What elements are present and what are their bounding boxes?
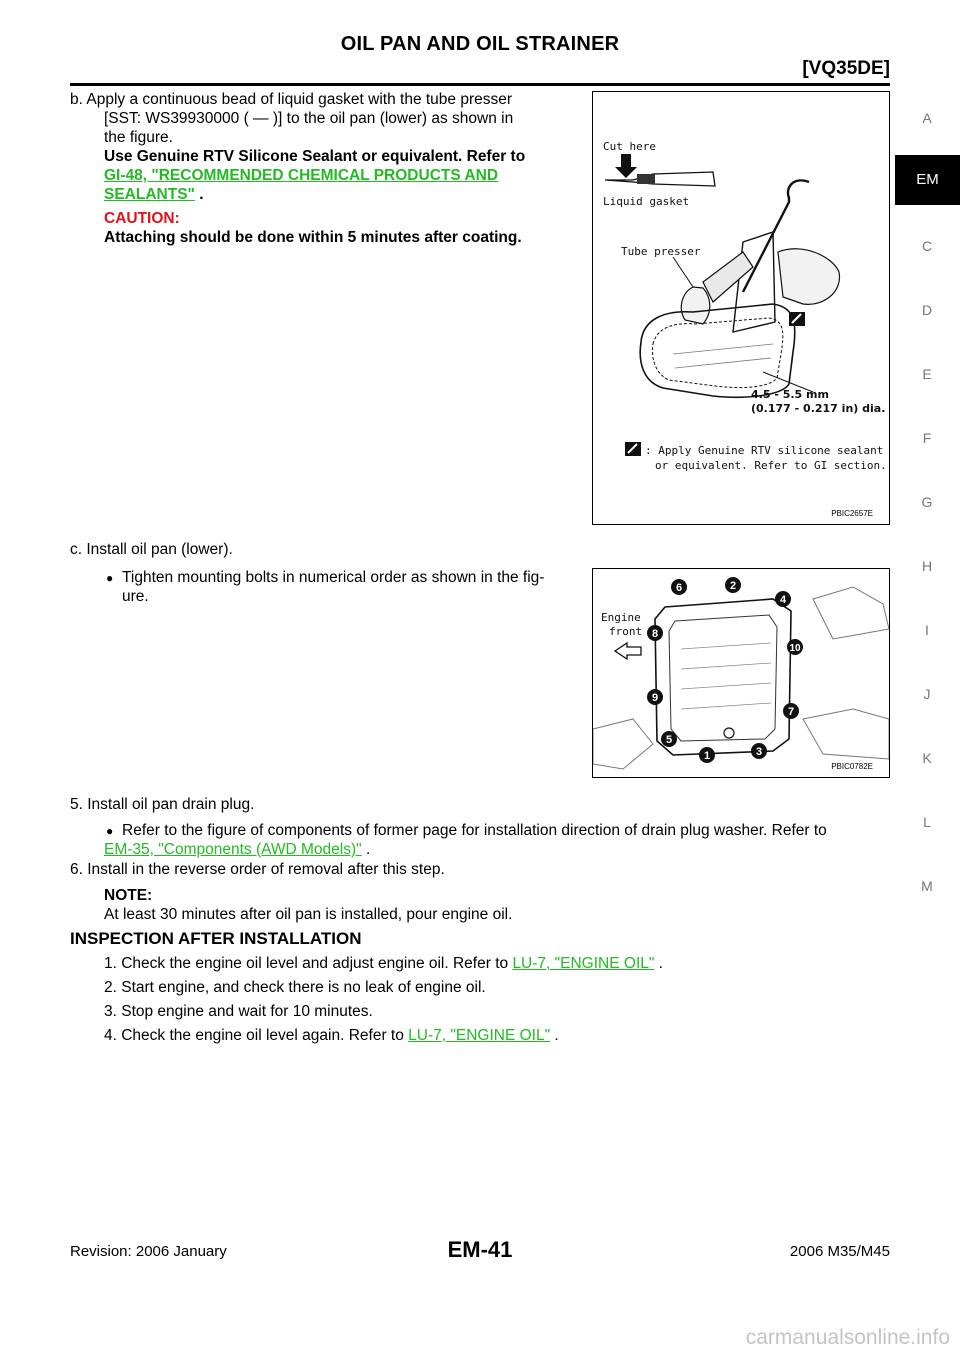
step-c-bullet-line1: Tighten mounting bolts in numerical order as shown in the fig- — [122, 569, 545, 586]
figure2-id: PBIC0782E — [831, 762, 873, 771]
figure-liquid-gasket — [592, 91, 890, 525]
svg-text:8: 8 — [651, 628, 659, 640]
lu7-link-1-suffix: . — [654, 955, 663, 972]
step-c-bullet-line2: ure. — [122, 588, 149, 605]
caution-label: CAUTION: — [104, 210, 180, 227]
watermark: carmanualsonline.info — [745, 1326, 950, 1349]
step-5-bullet — [70, 821, 890, 840]
drain-plug-icon — [724, 728, 734, 738]
step-b-line2: [SST: WS39930000 ( — )] to the oil pan (lower) as shown in — [104, 110, 514, 127]
gi48-link-b[interactable]: SEALANTS" — [104, 186, 195, 203]
step-b-line1: b. Apply a continuous bead of liquid gasket with the tube presser — [70, 91, 513, 108]
step-b — [70, 90, 582, 247]
bolt-10-icon — [787, 639, 803, 655]
index-tab-k[interactable]: K — [922, 750, 932, 766]
index-tab-f[interactable]: F — [922, 430, 932, 446]
svg-text:4: 4 — [779, 594, 787, 606]
step-c — [70, 540, 582, 606]
step-5-bullet-text: Refer to the figure of components of former page for installation direction of drain plug washer. Refer to — [122, 822, 827, 839]
figure-bolt-order — [592, 568, 890, 778]
index-tab-l[interactable]: L — [923, 814, 931, 830]
hand-icon — [778, 249, 840, 305]
inspection-step-1 — [70, 954, 890, 973]
bolt-1-icon — [699, 747, 715, 763]
legend-line2: or equivalent. Refer to GI section. — [655, 459, 887, 472]
note-label: NOTE: — [104, 887, 153, 904]
dimension-in-label: (0.177 - 0.217 in) dia. — [751, 402, 886, 415]
inspection-step-4 — [70, 1026, 890, 1045]
bullet-icon: ● — [106, 824, 114, 838]
step-5-line: 5. Install oil pan drain plug. — [70, 796, 255, 813]
bolt-6-icon — [671, 579, 687, 595]
index-tab-j[interactable]: J — [923, 686, 931, 702]
step-c-line: c. Install oil pan (lower). — [70, 541, 233, 558]
tube-presser-label: Tube presser — [621, 245, 701, 258]
gi48-link-a[interactable]: GI-48, "RECOMMENDED CHEMICAL PRODUCTS AND — [104, 167, 499, 184]
index-tab-a[interactable]: A — [922, 110, 932, 126]
inspection-heading: INSPECTION AFTER INSTALLATION — [70, 929, 362, 948]
note-text: At least 30 minutes after oil pan is installed, pour engine oil. — [104, 906, 513, 923]
engine-label: Engine — [601, 611, 641, 624]
inspection-step-2: 2. Start engine, and check there is no leak of engine oil. — [104, 979, 486, 996]
page-title: OIL PAN AND OIL STRAINER — [340, 33, 620, 55]
figure-bolt-order-drawing — [593, 569, 889, 777]
index-tab-g[interactable]: G — [921, 494, 933, 510]
svg-text:10: 10 — [789, 643, 801, 654]
bolt-8-icon — [647, 625, 663, 641]
svg-text:2: 2 — [729, 580, 737, 592]
legend-line1: : Apply Genuine RTV silicone sealant — [645, 444, 884, 457]
svg-text:6: 6 — [675, 582, 683, 594]
index-tab-em[interactable]: EM — [895, 155, 960, 205]
index-tab-e[interactable]: E — [922, 366, 932, 382]
em35-link-suffix: . — [361, 841, 371, 858]
step-b-line4: Use Genuine RTV Silicone Sealant or equivalent. Refer to — [104, 148, 526, 165]
bullet-icon: ● — [106, 571, 114, 585]
figure1-id: PBIC2657E — [831, 509, 873, 518]
inspection-step-3: 3. Stop engine and wait for 10 minutes. — [104, 1003, 373, 1020]
step-6-line: 6. Install in the reverse order of removal after this step. — [70, 861, 445, 878]
step-5 — [70, 795, 890, 859]
svg-text:9: 9 — [651, 692, 659, 704]
bolt-9-icon — [647, 689, 663, 705]
tube-presser-icon — [733, 232, 775, 332]
bolt-7-icon — [783, 703, 799, 719]
index-tab-c[interactable]: C — [921, 238, 933, 254]
lu7-link-2[interactable]: LU-7, "ENGINE OIL" — [408, 1027, 551, 1044]
lu7-link-1[interactable]: LU-7, "ENGINE OIL" — [512, 955, 655, 972]
step-6-note — [70, 886, 890, 924]
revision-date: Revision: 2006 January — [70, 1243, 227, 1260]
lu7-link-2-suffix: . — [550, 1027, 559, 1044]
cut-arrow-icon — [615, 154, 637, 178]
cut-here-label: Cut here — [603, 140, 656, 153]
caution-text: Attaching should be done within 5 minutes after coating. — [104, 229, 522, 246]
bolt-5-icon — [661, 731, 677, 747]
svg-text:7: 7 — [787, 706, 795, 718]
engine-front-arrow-icon — [615, 643, 641, 659]
engine-code: [VQ35DE] — [802, 58, 890, 79]
gi48-link-suffix: . — [194, 186, 204, 203]
svg-text:5: 5 — [665, 734, 673, 746]
svg-text:3: 3 — [755, 746, 763, 758]
step-c-bullet — [70, 568, 582, 606]
step-b-line3: the figure. — [104, 129, 173, 146]
index-tab-h[interactable]: H — [921, 558, 933, 574]
bolt-3-icon — [751, 743, 767, 759]
index-tab-m[interactable]: M — [921, 878, 933, 894]
figure-liquid-gasket-drawing — [593, 92, 889, 524]
index-tab-i[interactable]: I — [925, 622, 929, 638]
oil-pan-outline-icon — [655, 599, 791, 755]
bolt-4-icon — [775, 591, 791, 607]
gasket-tube-icon — [605, 172, 715, 186]
em35-link[interactable]: EM-35, "Components (AWD Models)" — [104, 841, 362, 858]
index-tab-d[interactable]: D — [921, 302, 933, 318]
page-number: EM-41 — [447, 1237, 513, 1262]
step-b-body — [70, 109, 582, 247]
dimension-mm-label: 4.5 - 5.5 mm — [751, 388, 829, 401]
inspection-step-4-text: 4. Check the engine oil level again. Refer to — [104, 1027, 409, 1044]
bolt-2-icon — [725, 577, 741, 593]
liquid-gasket-label: Liquid gasket — [603, 195, 690, 208]
inspection-steps — [70, 954, 890, 1045]
model-year: 2006 M35/M45 — [789, 1243, 890, 1260]
inspection-step-1-text: 1. Check the engine oil level and adjust engine oil. Refer to — [104, 955, 513, 972]
tube-cap-icon — [637, 174, 655, 184]
step-6 — [70, 860, 890, 924]
header-divider — [70, 83, 890, 86]
svg-text:1: 1 — [703, 750, 711, 762]
front-label: front — [609, 625, 643, 638]
